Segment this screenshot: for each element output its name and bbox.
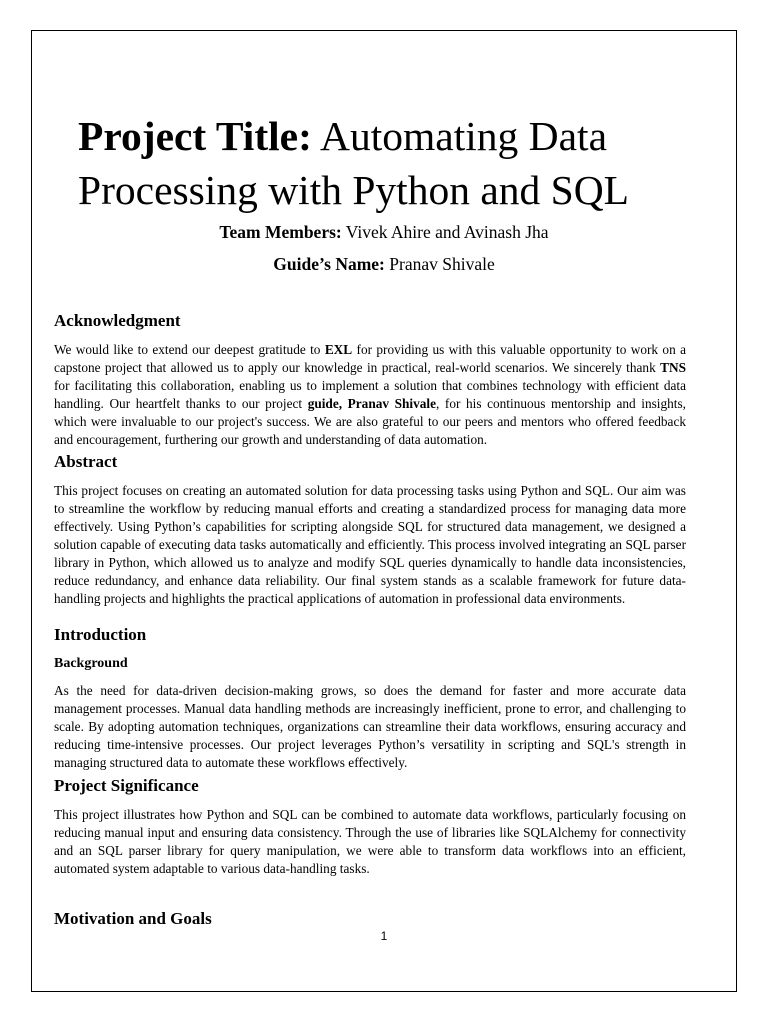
- team-members-label: Team Members:: [219, 222, 342, 242]
- guide-name-label: Guide’s Name:: [273, 254, 385, 274]
- acknowledgment-paragraph: [54, 341, 686, 449]
- document-page: [31, 30, 737, 992]
- significance-paragraph: This project illustrates how Python and SQL can be combined to automate data workflows, particularly focusing on reducing manual input and ensuring data consistency. Through the use of libraries like SQLAlchemy for connectivity and an SQL parser library for query manipulation, we were able to transform data workflows into an efficient, automated system adaptable to various data-handling tasks.: [54, 807, 686, 876]
- ack-bold-exl: EXL: [324, 342, 353, 357]
- ack-bold-guide: guide, Pranav Shivale: [307, 396, 436, 411]
- team-members-value: Vivek Ahire and Avinash Jha: [341, 222, 549, 242]
- acknowledgment-heading: Acknowledgment: [54, 311, 181, 330]
- motivation-heading: Motivation and Goals: [54, 909, 212, 928]
- guide-name-value: Pranav Shivale: [384, 254, 495, 274]
- team-members: [32, 222, 736, 243]
- project-title-text: Automating Data Processing with Python and SQL: [78, 113, 630, 213]
- page-number: 1: [380, 929, 388, 943]
- ack-bold-tns: TNS: [660, 360, 686, 375]
- project-title: [78, 109, 718, 217]
- ack-text-3: for facilitating this collaboration, enabling us to implement a solution that combines technology with efficient data handling. Our heartfelt thanks to our project: [54, 378, 686, 411]
- abstract-heading: Abstract: [54, 452, 118, 471]
- ack-text-2: for providing us with this valuable opportunity to work on a capstone project that allowed us to apply our knowledge in practical, real-world scenarios. We sincerely thank: [54, 342, 686, 375]
- abstract-paragraph: This project focuses on creating an automated solution for data processing tasks using Python and SQL. Our aim was to streamline the workflow by reducing manual efforts and creating a standardized process for managing data more effectively. Using Python’s capabilities for scripting alongside SQL for structured data management, we designed a solution capable of executing data tasks automatically and efficiently. This process involved integrating an SQL parser library in Python, which allowed us to analyze and modify SQL queries dynamically to handle data inconsistencies, reduce redundancy, and enhance data reliability. Our final system stands as a scalable framework for future data-handling projects and highlights the practical applications of automation in professional data environments.: [54, 483, 686, 606]
- introduction-heading: Introduction: [54, 625, 147, 644]
- project-title-label: Project Title:: [78, 113, 312, 159]
- ack-text-4: , for his continuous mentorship and insights, which were invaluable to our project's success. We are also grateful to our peers and mentors who offered feedback and encouragement, furthering our growth and understanding of data automation.: [54, 396, 686, 447]
- background-subheading: Background: [54, 656, 128, 671]
- significance-heading: Project Significance: [54, 776, 199, 795]
- guide-name: [32, 254, 736, 275]
- ack-text-1: We would like to extend our deepest gratitude to: [54, 342, 325, 357]
- background-paragraph: As the need for data-driven decision-making grows, so does the demand for faster and more accurate data management processes. Manual data handling methods are increasingly inefficient, prone to error, and challenging to scale. By adopting automation techniques, organizations can streamline their data workflows, ensuring accuracy and reducing time-intensive processes. Our project leverages Python’s versatility in scripting and SQL's strength in managing structured data to automate these workflows effectively.: [54, 683, 686, 770]
